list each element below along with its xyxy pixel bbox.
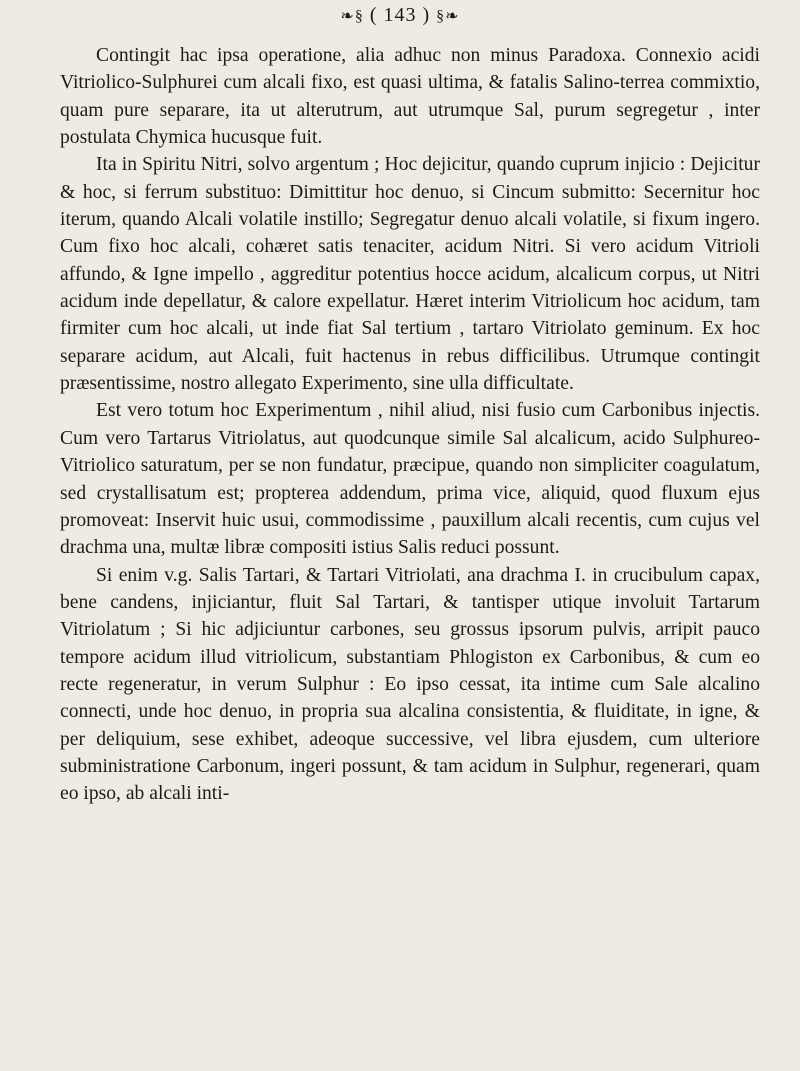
paragraph: Ita in Spiritu Nitri, solvo argentum ; Hoc dejicitur, quando cuprum injicio : Dejicitur & hoc, si ferrum substituo: Dimittitur hoc denuo, si Cincum submitto: Secernitur hoc iterum, quando Alcali volatile instillo; Segregatur denuo alcali volatile, si fixum ingero. Cum fixo hoc alcali, cohæret satis tenaciter, acidum Nitri. Si vero acidum Vitrioli affundo, & Igne impello , aggreditur potentius hocce acidum, alcalicum corpus, ut Nitri acidum inde depellatur, & calore expellatur. Hæret interim Vitriolicum hoc acidum, tam firmiter cum hoc alcali, ut inde fiat Sal tertium , tartaro Vitriolato geminum. Ex hoc separare acidum, aut Alcali, fuit hactenus in rebus difficilibus. Utrumque contingit præsentissime, nostro allegato Experimento, sine ulla difficultate. xyxy=(60,154,760,395)
paragraph: Contingit hac ipsa operatione, alia adhuc non minus Paradoxa. Connexio acidi Vitriolico-Sulphurei cum alcali fixo, est quasi ultima, & fatalis Salino-terrea commixtio, quam pure separare, ita ut alterutrum, aut utrumque Sal, purum segregetur , inter postulata Chymica hucusque fuit. xyxy=(60,45,760,149)
body-text xyxy=(60,42,760,808)
paragraph: Est vero totum hoc Experimentum , nihil aliud, nisi fusio cum Carbonibus injectis. Cum vero Tartarus Vitriolatus, aut quodcunque simile Sal alcalicum, acido Sulphureo-Vitriolico saturatum, per se non fundatur, præcipue, quando non simpliciter coagulatum, sed crystallisatum est; propterea addendum, prima vice, aliquid, quod fluxum ejus promoveat: Inservit huic usui, commodissime , pauxillum alcali recentis, cum cujus vel drachma una, multæ libræ compositi istius Salis reduci possunt. xyxy=(60,400,760,559)
header-ornament-right: §❧ xyxy=(436,8,460,25)
page-header xyxy=(0,4,800,27)
page-number: ( 143 ) xyxy=(369,4,431,26)
paragraph: Si enim v.g. Salis Tartari, & Tartari Vitriolati, ana drachma I. in crucibulum capax, bene candens, injiciantur, fluit Sal Tartari, & tantisper utique involuit Tartarum Vitriolatum ; Si hic adjiciuntur carbones, seu grossus ipsorum pulvis, arripit pauco tempore acidum illud vitriolicum, substantiam Phlogiston ex Carbonibus, & cum eo recte regeneratur, in verum Sulphur : Eo ipso cessat, ita intime cum Sale alcalino connecti, unde hoc denuo, in propria sua alcalina consistentia, & fluiditate, in igne, & per deliquium, sese exhibet, adeoque successive, vel libra ejusdem, cum ulteriore subministratione Carbonum, ingeri possunt, & tam acidum in Sulphur, regenerari, quam eo ipso, ab alcali inti- xyxy=(60,564,760,805)
header-ornament-left: ❧§ xyxy=(340,8,364,25)
